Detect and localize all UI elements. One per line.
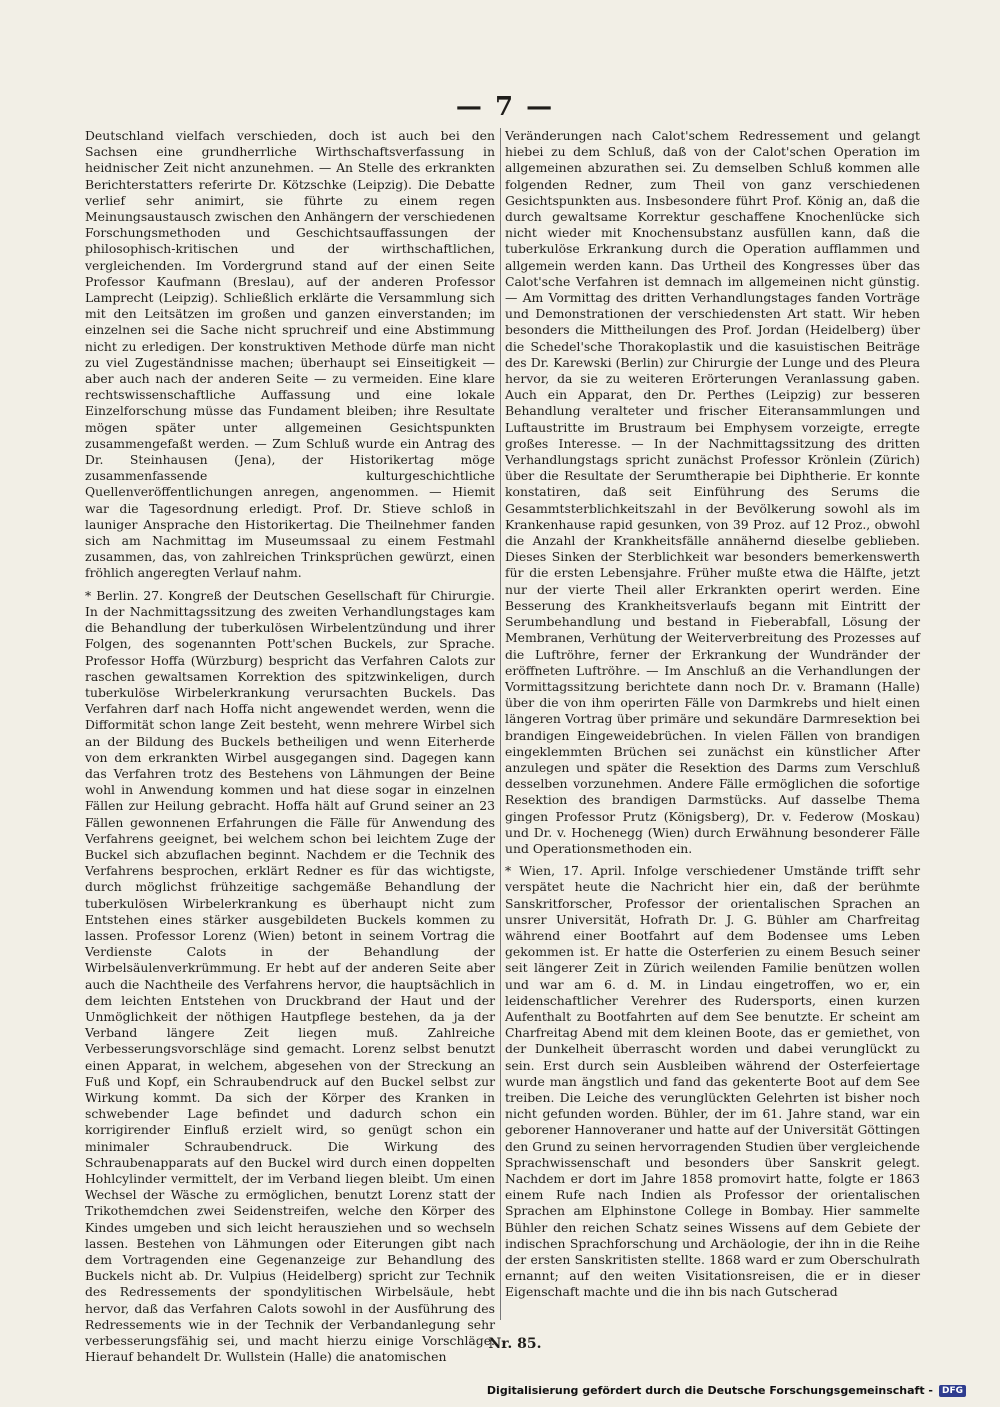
- dfg-logo-icon: DFG: [939, 1385, 966, 1397]
- issue-number: Nr. 85.: [488, 1336, 542, 1352]
- right-column: [505, 128, 920, 1328]
- article-wien: * Wien, 17. April. Infolge verschiedener Umstände trifft sehr verspätet heute die Nachricht hier ein, daß der berühmte Sanskritforscher, Professor der orientalischen Sprachen an unsrer Universität, Hofrath Dr. J. G. Bühler am Charfreitag während einer Bootfahrt auf dem Bodensee ums Leben gekommen ist. Er hatte die Osterferien zu einem Besuch seiner seit längerer Zeit in Zürich weilenden Familie benützen wollen und war am 6. d. M. in Lindau eingetroffen, wo er, ein leidenschaftlicher Verehrer des Rudersports, einen kurzen Aufenthalt zu Bootfahrten auf dem See benutzte. Er scheint am Charfreitag Abend mit dem kleinen Boote, das er gemiethet, von der Dunkelheit überrascht worden und dabei verunglückt zu sein. Erst durch sein Ausbleiben während der Osterfeiertage wurde man ängstlich und fand das gekenterte Boot auf dem See treiben. Die Leiche des verunglückten Gelehrten ist bisher noch nicht gefunden worden. Bühler, der im 61. Jahre stand, war ein geborener Hannoveraner und hatte auf der Universität Göttingen den Grund zu seinen hervorragenden Studien über vergleichende Sprachwissenschaft und besonders über Sanskrit gelegt. Nachdem er dort im Jahre 1858 promovirt hatte, folgte er 1863 einem Rufe nach Indien als Professor der orientalischen Sprachen am Elphinstone College in Bombay. Hier sammelte Bühler den reichen Schatz seines Wissens auf dem Gebiete der indischen Sprachforschung und Archäologie, der ihn in die Reihe der ersten Sanskritisten stellte. 1868 ward er zum Oberschulrath ernannt; auf den weiten Visitationsreisen, die er in dieser Eigenschaft machte und die ihn bis nach Gutscherad: [505, 863, 920, 1300]
- credit-text: Digitalisierung gefördert durch die Deutsche Forschungsgemeinschaft -: [486, 1384, 933, 1397]
- digitization-credit: [487, 1384, 966, 1397]
- article-text-continued: Veränderungen nach Calot'schem Redressement und gelangt hiebei zu dem Schluß, daß von der Calot'schen Operation im allgemeinen abzurathen sei. Zu demselben Schluß kommen alle folgenden Redner, zum Theil von ganz verschiedenen Gesichtspunkten aus. Insbesondere führt Prof. König an, daß die durch gewaltsame Korrektur geschaffene Knochenlücke sich nicht wieder mit Knochensubstanz ausfüllen kann, daß die tuberkulöse Erkrankung durch die Operation aufflammen und allgemein werden kann. Das Urtheil des Kongresses über das Calot'sche Verfahren ist demnach im allgemeinen nicht günstig. — Am Vormittag des dritten Verhandlungstages fanden Vorträge und Demonstrationen der verschiedensten Art statt. Wir heben besonders die Mittheilungen des Prof. Jordan (Heidelberg) über die Schedel'sche Thorakoplastik und die kasuistischen Beiträge des Dr. Karewski (Berlin) zur Chirurgie der Lunge und des Pleura hervor, da sie zu weiteren Erörterungen Veranlassung gaben. Auch ein Apparat, den Dr. Perthes (Leipzig) zur besseren Behandlung veralteter und frischer Eiteransammlungen und Luftaustritte im Brustraum bei Emphysem vorzeigte, erregte großes Interesse. — In der Nachmittagssitzung des dritten Verhandlungstags spricht zunächst Professor Krönlein (Zürich) über die Resultate der Serumtherapie bei Diphtherie. Er konnte konstatiren, daß seit Einführung des Serums die Gesammtsterblichkeitszahl in der Bevölkerung sowohl als im Krankenhause rapid gesunken, von 39 Proz. auf 12 Proz., obwohl die Anzahl der Krankheitsfälle annähernd dieselbe geblieben. Dieses Sinken der Sterblichkeit war besonders bemerkenswerth für die ersten Lebensjahre. Früher mußte etwa die Hälfte, jetzt nur der vierte Theil aller Erkrankten operirt werden. Eine Besserung des Krankheitsverlaufs begann mit Eintritt der Serumbehandlung und bestand in Fieberabfall, Lösung der Membranen, Verhütung der Weiterverbreitung des Prozesses auf die Luftröhre, ferner der Erkrankung der Wundränder der eröffneten Luftröhre. — Im Anschluß an die Verhandlungen der Vormittagssitzung berichtete dann noch Dr. v. Bramann (Halle) über die von ihm operirten Fälle von Darmkrebs und hielt einen längeren Vortrag über primäre und sekundäre Darmresektion bei brandigen Eingeweidebrüchen. In vielen Fällen von brandigen eingeklemmten Brüchen sei zunächst ein künstlicher After anzulegen und später die Resektion des Darms zum Verschluß desselben vorzunehmen. Andere Fälle ermöglichen die sofortige Resektion des brandigen Darmstücks. Auf dasselbe Thema gingen Professor Prutz (Königsberg), Dr. v. Federow (Moskau) und Dr. v. Hochenegg (Wien) durch Erwähnung besonderer Fälle und Operationsmethoden ein.: [505, 128, 920, 856]
- column-divider: [500, 128, 501, 1320]
- page-number: — 7 —: [455, 92, 555, 122]
- article-berlin: * Berlin. 27. Kongreß der Deutschen Gesellschaft für Chirurgie. In der Nachmittagssitzung des zweiten Verhandlungstages kam die Behandlung der tuberkulösen Wirbelentzündung und ihrer Folgen, des sogenannten Pott'schen Buckels, zur Sprache. Professor Hoffa (Würzburg) bespricht das Verfahren Calots zur raschen gewaltsamen Korrektion des spitzwinkeligen, durch tuberkulöse Wirbelerkrankung verursachten Buckels. Das Verfahren darf nach Hoffa nicht angewendet werden, wenn die Difformität schon lange Zeit besteht, wenn mehrere Wirbel sich an der Bildung des Buckels betheiligen und wenn Eiterherde von dem erkrankten Wirbel ausgegangen sind. Dagegen kann das Verfahren trotz des Bestehens von Lähmungen der Beine wohl in Anwendung kommen und hat diese sogar in einzelnen Fällen zur Heilung gebracht. Hoffa hält auf Grund seiner an 23 Fällen gewonnenen Erfahrungen die Fälle für Anwendung des Verfahrens geeignet, bei welchem schon bei leichtem Zuge der Buckel sich abzuflachen beginnt. Nachdem er die Technik des Verfahrens besprochen, erklärt Redner es für das wichtigste, durch möglichst frühzeitige sachgemäße Behandlung der tuberkulösen Wirbelerkrankung es überhaupt nicht zum Entstehen eines stärker ausgebildeten Buckels kommen zu lassen. Professor Lorenz (Wien) betont in seinem Vortrag die Verdienste Calots in der Behandlung der Wirbelsäulenverkrümmung. Er hebt auf der anderen Seite aber auch die Nachtheile des Verfahrens hervor, die hauptsächlich in dem leichten Entstehen von Druckbrand der Haut und der Unmöglichkeit der nöthigen Hautpflege bestehen, da ja der Verband längere Zeit liegen muß. Zahlreiche Verbesserungsvorschläge sind gemacht. Lorenz selbst benutzt einen Apparat, in welchem, abgesehen von der Streckung an Fuß und Kopf, ein Schraubendruck auf den Buckel selbst zur Wirkung kommt. Da sich der Körper des Kranken in schwebender Lage befindet und dadurch schon ein korrigirender Einfluß erzielt wird, so genügt schon ein minimaler Schraubendruck. Die Wirkung des Schraubenapparats auf den Buckel wird durch einen doppelten Hohlcylinder vermittelt, der im Verband liegen bleibt. Um einen Wechsel der Wäsche zu ermöglichen, benutzt Lorenz statt der Trikothemdchen zwei Seidenstreifen, welche den Körper des Kindes umgeben und sich leicht herausziehen und so wechseln lassen. Bestehen von Lähmungen oder Eiterungen gibt nach dem Vortragenden eine Gegenanzeige zur Behandlung des Buckels nicht ab. Dr. Vulpius (Heidelberg) spricht zur Technik des Redressements der spondylitischen Wirbelsäule, hebt hervor, daß das Verfahren Calots sowohl in der Ausführung des Redressements wie in der Technik der Verbandanlegung sehr verbesserungsfähig sei, und macht hierzu einige Vorschläge. Hierauf behandelt Dr. Wullstein (Halle) die anatomischen: [85, 587, 495, 1365]
- left-column: [85, 128, 495, 1365]
- article-text: Deutschland vielfach verschieden, doch ist auch bei den Sachsen eine grundherrliche Wirthschaftsverfassung in heidnischer Zeit nicht anzunehmen. — An Stelle des erkrankten Berichterstatters referirte Dr. Kötzschke (Leipzig). Die Debatte verlief sehr animirt, sie führte zu einem regen Meinungsaustausch zwischen den Anhängern der verschiedenen Forschungsmethoden und Geschichtsauffassungen der philosophisch-kritischen und der wirthschaftlichen, vergleichenden. Im Vordergrund stand auf der einen Seite Professor Kaufmann (Breslau), auf der anderen Professor Lamprecht (Leipzig). Schließlich erklärte die Versammlung sich mit den Leitsätzen im großen und ganzen einverstanden; im einzelnen sei die Sache nicht spruchreif und eine Abstimmung nicht zu erledigen. Der konstruktiven Methode dürfe man nicht zu viel Zugeständnisse machen; überhaupt sei Einseitigkeit — aber auch nach der anderen Seite — zu vermeiden. Eine klare rechtswissenschaftliche Auffassung und eine lokale Einzelforschung müsse das Fundament bleiben; ihre Resultate mögen später unter allgemeinen Gesichtspunkten zusammengefaßt werden. — Zum Schluß wurde ein Antrag des Dr. Steinhausen (Jena), der Historikertag möge zusammenfassende kulturgeschichtliche Quellenveröffentlichungen anregen, angenommen. — Hiemit war die Tagesordnung erledigt. Prof. Dr. Stieve schloß in launiger Ansprache den Historikertag. Die Theilnehmer fanden sich am Nachmittag im Museumssaal zu einem Festmahl zusammen, das, von zahlreichen Trinksprüchen gewürzt, einen fröhlich angeregten Verlauf nahm.: [85, 128, 495, 581]
